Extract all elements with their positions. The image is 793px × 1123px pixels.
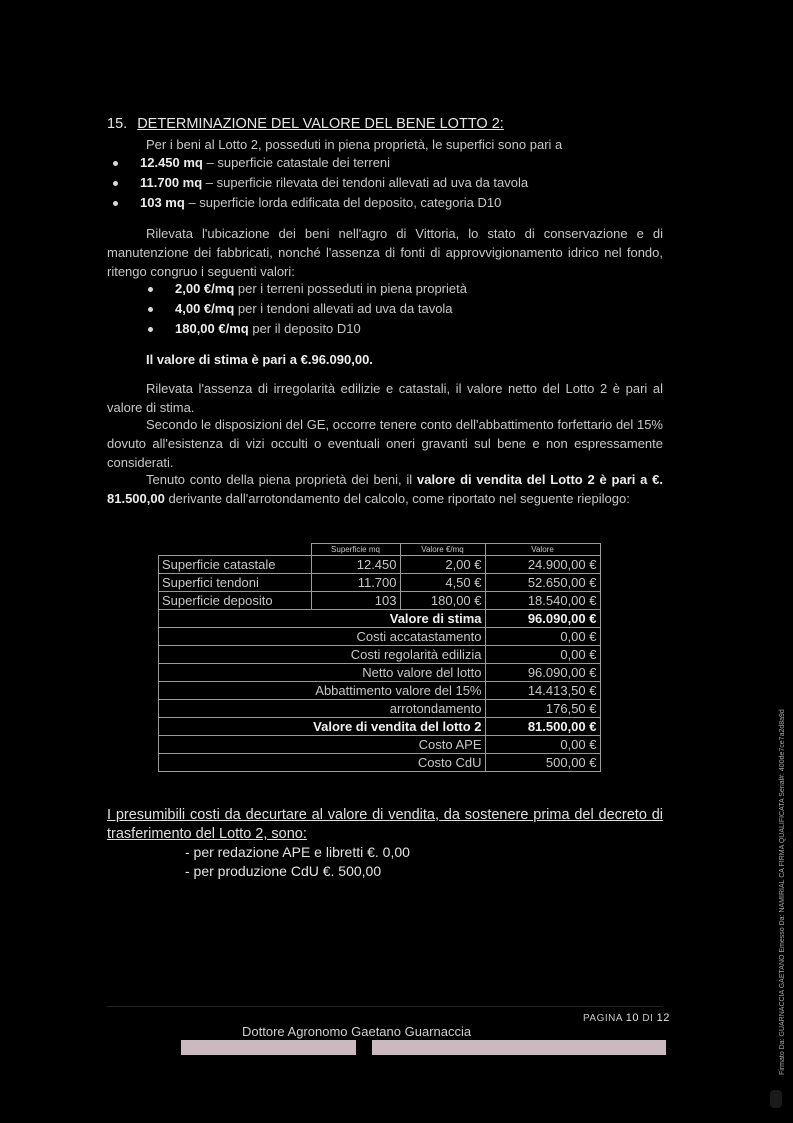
page-number: PAGINA 10 DI 12: [583, 1012, 670, 1024]
corner-mark: [770, 1090, 782, 1108]
list-item: - per redazione APE e libretti €. 0,00: [185, 844, 410, 860]
table-row: Netto valore del lotto 96.090,00 €: [159, 664, 601, 682]
bullet-icon: [148, 327, 153, 332]
sale-paragraph: Tenuto conto della piena proprietà dei beni, il valore di vendita del Lotto 2 è pari a €. 81.500,00 derivante dall'arrotondamento del calcolo, come riportato nel seguente riepilogo:: [107, 472, 664, 506]
summary-table: [158, 543, 601, 772]
table-row: Costi regolarità edilizia 0,00 €: [159, 646, 601, 664]
header-unit-value: Valore €/mq: [400, 544, 485, 556]
estimate-line: Il valore di stima è pari a €.96.090,00.: [146, 352, 373, 367]
list-item: 11.700 mq – superficie rilevata dei tendoni allevati ad uva da tavola: [113, 173, 528, 193]
author-name: Dottore Agronomo Gaetano Guarnaccia: [242, 1024, 472, 1039]
list-item: 12.450 mq – superficie catastale dei terreni: [113, 153, 528, 173]
costs-title: I presumibili costi da decurtare al valore di vendita, da sostenere prima del decreto di trasferimento del Lotto 2, sono:: [107, 807, 663, 842]
table-row: Abbattimento valore del 15% 14.413,50 €: [159, 682, 601, 700]
location-paragraph: Rilevata l'ubicazione dei beni nell'agro di Vittoria, lo stato di conservazione e di manutenzione dei fabbricati, nonché l'assenza di fonti di approvvigionamento idrico nel fondo, ritengo congruo i seguenti valori:: [107, 226, 663, 279]
table-row: arrotondamento 176,50 €: [159, 700, 601, 718]
irregularity-paragraph: Rilevata l'assenza di irregolarità edilizie e catastali, il valore netto del Lotto 2 è pari al valore di stima.: [107, 381, 663, 415]
bullet-icon: [113, 161, 118, 166]
table-row: Costo APE 0,00 €: [159, 736, 601, 754]
header-surface: Superficie mq: [311, 544, 400, 556]
surfaces-list: [113, 153, 528, 213]
signature-note: Firmato Da: GUARNACCIA GAETANO Emesso Da: NAMIRIAL CA FIRMA QUALIFICATA Serial#: 400de7ce7a2d8a9d: [779, 709, 786, 1075]
table-header-row: [159, 544, 601, 556]
header-value: Valore: [485, 544, 600, 556]
intro-paragraph: Per i beni al Lotto 2, posseduti in piena proprietà, le superfici sono pari a: [146, 137, 563, 152]
footer-bar: [181, 1040, 666, 1055]
table-row: Superficie deposito 103 180,00 € 18.540,00 €: [159, 592, 601, 610]
table-row: Costi accatastamento 0,00 €: [159, 628, 601, 646]
table-row: Superficie catastale 12.450 2,00 € 24.900,00 €: [159, 556, 601, 574]
costs-list: [185, 843, 410, 881]
bullet-icon: [113, 201, 118, 206]
list-item: 180,00 €/mq per il deposito D10: [148, 319, 467, 339]
list-item: - per produzione CdU €. 500,00: [185, 863, 382, 879]
table-row: Valore di stima 96.090,00 €: [159, 610, 601, 628]
bullet-icon: [113, 181, 118, 186]
unit-values-list: [148, 279, 467, 339]
section-number: 15.: [107, 116, 128, 132]
footer-bar-mark: [356, 1040, 372, 1055]
list-item: 2,00 €/mq per i terreni posseduti in piena proprietà: [148, 279, 467, 299]
table-row: Costo CdU 500,00 €: [159, 754, 601, 772]
section-title: DETERMINAZIONE DEL VALORE DEL BENE LOTTO 2:: [137, 116, 504, 132]
section-heading: [107, 116, 504, 132]
ge-paragraph: Secondo le disposizioni del GE, occorre tenere conto dell'abbattimento forfettario del 15% dovuto all'esistenza di vizi occulti o eventuali oneri gravanti sul bene e non espressamente considerati.: [107, 417, 663, 470]
table-row: Superfici tendoni 11.700 4,50 € 52.650,00 €: [159, 574, 601, 592]
table-row: Valore di vendita del lotto 2 81.500,00 €: [159, 718, 601, 736]
list-item: 103 mq – superficie lorda edificata del deposito, categoria D10: [113, 193, 528, 213]
bullet-icon: [148, 287, 153, 292]
list-item: 4,00 €/mq per i tendoni allevati ad uva da tavola: [148, 299, 467, 319]
footer-divider: [107, 1006, 663, 1007]
bullet-icon: [148, 307, 153, 312]
